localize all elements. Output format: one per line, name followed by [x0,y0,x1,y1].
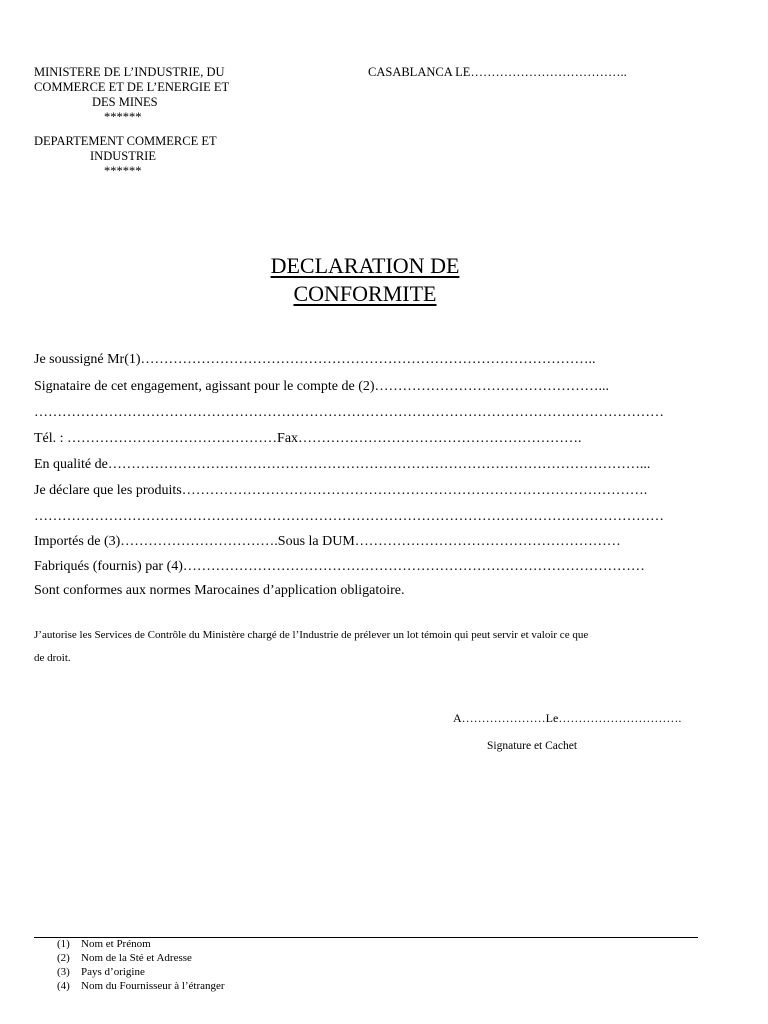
city-date-line: CASABLANCA LE……………………………….. [368,65,627,79]
ministry-line: MINISTERE DE L’INDUSTRIE, DU [34,65,225,79]
field-importes-dum[interactable]: Importés de (3)…………………………….Sous la DUM………………………………………………… [34,534,621,549]
signature-caption: Signature et Cachet [487,740,578,752]
footnote-number: (2) [57,952,70,964]
field-tel-fax[interactable]: Tél. : ………………………………………Fax……………………………………………………. [34,431,582,446]
field-continuation[interactable]: ……………………………………………………………………………………………………………………… [34,509,664,524]
ministry-header [34,65,244,125]
ministry-line: DES MINES [92,95,158,109]
footnote-number: (4) [57,980,70,992]
field-signataire[interactable]: Signataire de cet engagement, agissant pour le compte de (2)…………………………………………... [34,379,610,394]
field-soussigne[interactable]: Je soussigné Mr(1)…………………………………………………………………………………….. [34,352,596,367]
footnote-text: Pays d’origine [81,966,145,978]
department-header [34,134,244,179]
title-line: CONFORMITE [293,281,437,306]
department-separator: ****** [104,164,142,178]
field-continuation[interactable]: ……………………………………………………………………………………………………………………… [34,405,664,420]
authorization-text: de droit. [34,652,71,664]
field-produits[interactable]: Je déclare que les produits………………………………………………………………………………………. [34,483,648,498]
conformity-statement: Sont conformes aux normes Marocaines d’application obligatoire. [34,583,405,598]
footnote-item [57,938,151,950]
footnote-text: Nom du Fournisseur à l’étranger [81,980,225,992]
footnote-text: Nom de la Sté et Adresse [81,952,192,964]
field-fabriques[interactable]: Fabriqués (fournis) par (4)……………………………………………………………………………………… [34,559,645,574]
department-line: INDUSTRIE [90,149,156,163]
footnote-item [57,966,145,978]
signature-place-date[interactable]: A…………………Le…………………………. [453,711,682,725]
footnote-text: Nom et Prénom [81,938,151,950]
footnote-number: (3) [57,966,70,978]
ministry-line: COMMERCE ET DE L’ENERGIE ET [34,80,230,94]
authorization-text: J’autorise les Services de Contrôle du Ministère chargé de l’Industrie de prélever un lot témoin qui peut servir et valoir ce que [34,629,589,641]
field-qualite[interactable]: En qualité de……………………………………………………………………………………………………... [34,457,651,472]
footnote-item [57,980,225,992]
document-title [0,252,730,308]
footnote-item [57,952,192,964]
title-line: DECLARATION DE [270,253,460,278]
department-line: DEPARTEMENT COMMERCE ET [34,134,217,148]
footnote-number: (1) [57,938,70,950]
ministry-separator: ****** [104,110,142,124]
